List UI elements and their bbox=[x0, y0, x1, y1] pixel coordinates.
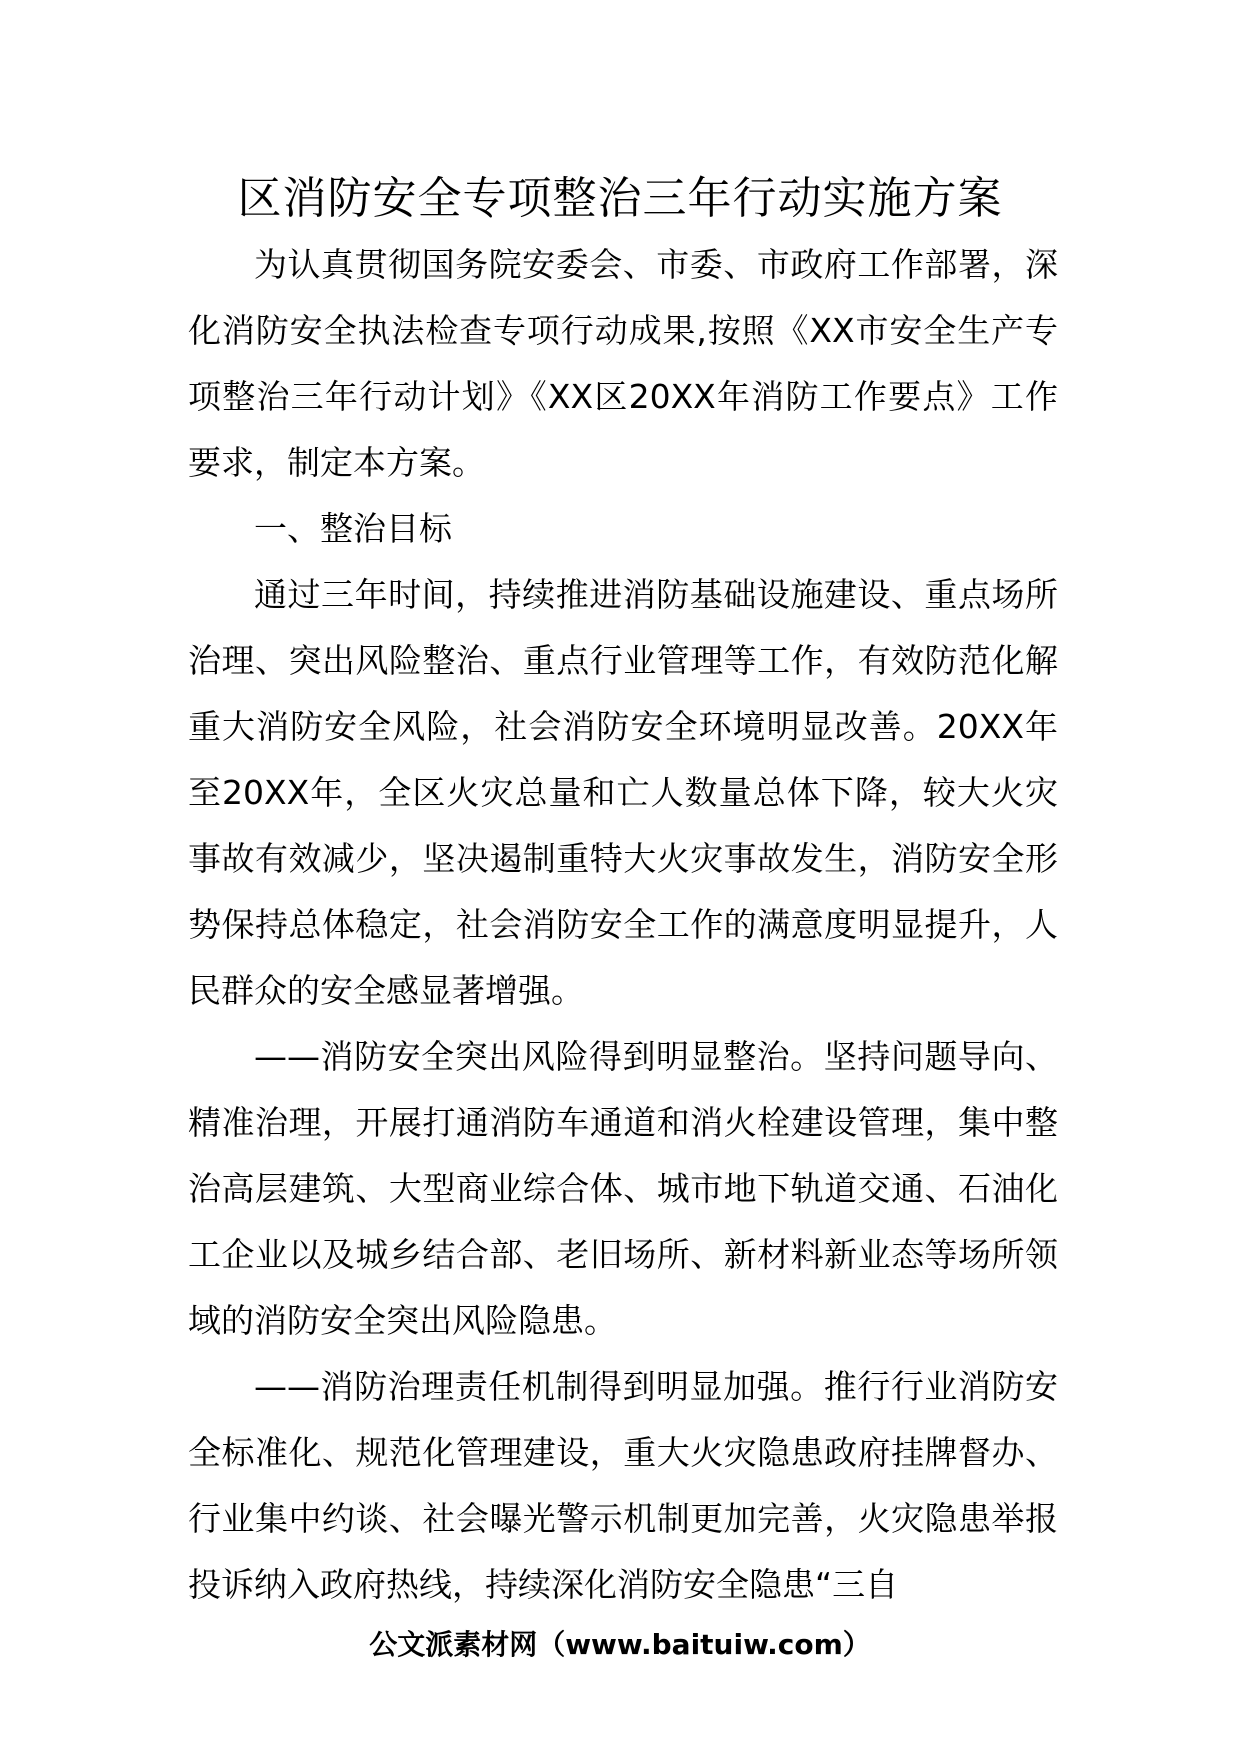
footer-watermark: 公文派素材网（www.baituiw.com） bbox=[369, 1628, 871, 1661]
document-body bbox=[188, 232, 1058, 1618]
paragraph-goals: 通过三年时间，持续推进消防基础设施建设、重点场所治理、突出风险整治、重点行业管理等工作，有效防范化解重大消防安全风险，社会消防安全环境明显改善。20XX年至20XX年，全区火灾总量和亡人数量总体下降，较大火灾事故有效减少，坚决遏制重特大火灾事故发生，消防安全形势保持总体稳定，社会消防安全工作的满意度明显提升，人民群众的安全感显著增强。 bbox=[188, 575, 1058, 1010]
paragraph-risk-rectification: ——消防安全突出风险得到明显整治。坚持问题导向、精准治理，开展打通消防车通道和消火栓建设管理，集中整治高层建筑、大型商业综合体、城市地下轨道交通、石油化工企业以及城乡结合部、老旧场所、新材料新业态等场所领域的消防安全突出风险隐患。 bbox=[188, 1037, 1058, 1340]
paragraph-responsibility-mechanism: ——消防治理责任机制得到明显加强。推行行业消防安全标准化、规范化管理建设，重大火灾隐患政府挂牌督办、行业集中约谈、社会曝光警示机制更加完善，火灾隐患举报投诉纳入政府热线，持续深化消防安全隐患“三自 bbox=[188, 1367, 1058, 1604]
paragraph-intro: 为认真贯彻国务院安委会、市委、市政府工作部署，深化消防安全执法检查专项行动成果,按照《XX市安全生产专项整治三年行动计划》《XX区20XX年消防工作要点》工作要求，制定本方案。 bbox=[188, 245, 1058, 482]
page-title: 区消防安全专项整治三年行动实施方案 bbox=[237, 173, 1003, 224]
section-heading-goals: 一、整治目标 bbox=[254, 509, 452, 548]
